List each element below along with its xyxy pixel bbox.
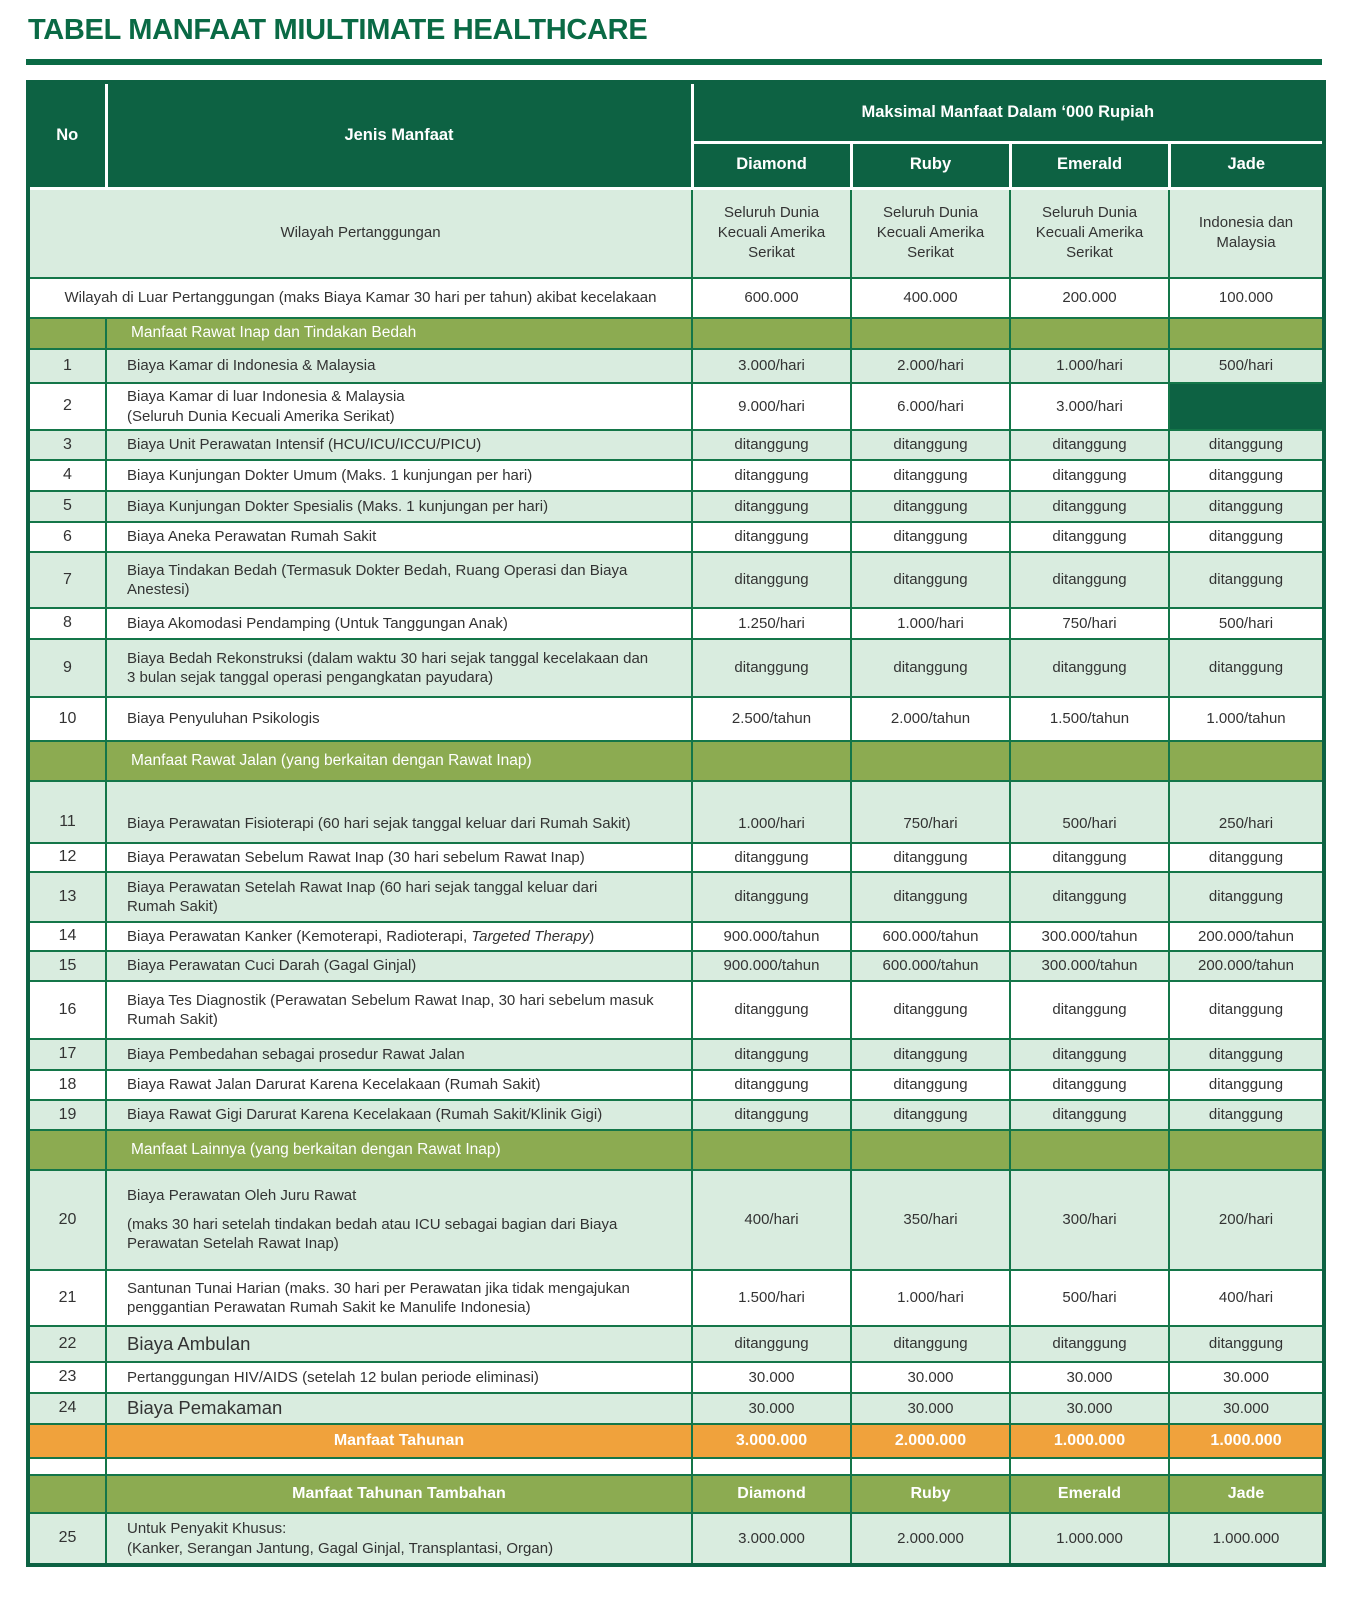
section-no-cell [28,1130,106,1170]
section-row [28,1130,1324,1170]
benefit-label-line: Santunan Tunai Harian (maks. 30 hari per Perawatan jika tidak mengajukan [127,1279,630,1297]
value-cell-ruby: ditanggung [851,1100,1010,1130]
benefit-label-cell [106,552,692,608]
data-row [28,349,1324,383]
spacer-cell-emerald [1010,1458,1169,1475]
benefit-label-cell: Biaya Rawat Jalan Darurat Karena Kecelakaan (Rumah Sakit) [106,1070,692,1100]
data-row [28,781,1324,843]
value-cell-jade: ditanggung [1169,639,1324,697]
value-cell-diamond: ditanggung [692,552,851,608]
section-blank-cell-jade [1169,318,1324,349]
section-blank-cell-emerald [1010,741,1169,781]
value-cell-ruby: ditanggung [851,552,1010,608]
value-cell-emerald: ditanggung [1010,981,1169,1039]
value-cell-diamond: ditanggung [692,491,851,522]
row-number-cell: 17 [28,1039,106,1070]
value-cell-jade: 200/hari [1169,1170,1324,1270]
value-cell-jade: ditanggung [1169,872,1324,922]
row-number-cell: 19 [28,1100,106,1130]
benefit-label-cell: Biaya Rawat Gigi Darurat Karena Kecelakaan (Rumah Sakit/Klinik Gigi) [106,1100,692,1130]
section-blank-cell-ruby [851,1130,1010,1170]
value-cell-ruby: 2.000/hari [851,349,1010,383]
annual-value-cell-emerald: 1.000.000 [1010,1424,1169,1458]
subheader-plan-diamond: Diamond [692,1475,851,1513]
value-cell-emerald: ditanggung [1010,1100,1169,1130]
value-cell-diamond: 1.250/hari [692,608,851,639]
value-cell-emerald: ditanggung [1010,460,1169,491]
annual-value-cell-ruby: 2.000.000 [851,1424,1010,1458]
value-cell-diamond: ditanggung [692,1039,851,1070]
value-cell-jade: ditanggung [1169,981,1324,1039]
value-cell-jade: 250/hari [1169,781,1324,843]
value-cell-diamond: 9.000/hari [692,383,851,430]
value-cell-diamond: ditanggung [692,872,851,922]
row-number-cell: 21 [28,1270,106,1326]
value-cell-diamond: 2.500/tahun [692,697,851,741]
row-number-cell: 24 [28,1393,106,1424]
section-row [28,741,1324,781]
value-cell-emerald: 300.000/tahun [1010,922,1169,951]
benefit-label-cell: Biaya Penyuluhan Psikologis [106,697,692,741]
value-cell-emerald: ditanggung [1010,522,1169,552]
value-cell-jade: ditanggung [1169,552,1324,608]
value-cell-jade: ditanggung [1169,1100,1324,1130]
value-cell-jade: ditanggung [1169,1326,1324,1362]
data-row [28,1070,1324,1100]
benefit-label-cell [106,1513,692,1565]
value-cell-jade: 1.000/tahun [1169,697,1324,741]
section-title-cell: Manfaat Rawat Jalan (yang berkaitan dengan Rawat Inap) [106,741,692,781]
header-plan-diamond: Diamond [692,142,851,188]
value-cell-diamond: 900.000/tahun [692,922,851,951]
value-cell-diamond: 30.000 [692,1362,851,1393]
value-cell-diamond: ditanggung [692,1100,851,1130]
value-cell-jade: ditanggung [1169,1039,1324,1070]
section-blank-cell-diamond [692,741,851,781]
benefit-label-line: 3 bulan sejak tanggal operasi pengangkatan payudara) [127,669,494,686]
row-number-cell: 23 [28,1362,106,1393]
benefit-label-line: Rumah Sakit) [127,1011,218,1028]
value-cell-emerald: ditanggung [1010,1326,1169,1362]
value-cell-jade: ditanggung [1169,460,1324,491]
value-cell-emerald: 30.000 [1010,1362,1169,1393]
spacer-cell-ruby [851,1458,1010,1475]
data-row [28,843,1324,872]
value-cell-jade: ditanggung [1169,491,1324,522]
benefit-label-cell [106,383,692,430]
data-row [28,383,1324,430]
benefit-label-line: Biaya Perawatan Oleh Juru Rawat [127,1187,357,1205]
section-blank-cell-jade [1169,741,1324,781]
benefit-label-text: Biaya Perawatan Kanker (Kemoterapi, Radioterapi, [127,927,472,945]
value-cell-jade-filled [1169,383,1324,430]
value-cell-diamond: 900.000/tahun [692,951,851,981]
value-cell-ruby: ditanggung [851,1326,1010,1362]
value-cell-ruby: 1.000/hari [851,1270,1010,1326]
annual-title-cell: Manfaat Tahunan [106,1424,692,1458]
value-cell-emerald: ditanggung [1010,1039,1169,1070]
benefit-label-line: (Kanker, Serangan Jantung, Gagal Ginjal, Transplantasi, Organ) [127,1539,554,1557]
value-cell-diamond: ditanggung [692,522,851,552]
section-blank-cell-emerald [1010,1130,1169,1170]
data-row [28,951,1324,981]
benefit-label-cell [106,639,692,697]
benefit-label-cell [106,981,692,1039]
row-number-cell: 15 [28,951,106,981]
value-cell-ruby: 6.000/hari [851,383,1010,430]
page-title: TABEL MANFAAT MIULTIMATE HEALTHCARE [28,14,648,46]
value-cell-diamond: ditanggung [692,981,851,1039]
data-row [28,1362,1324,1393]
value-cell-ruby: ditanggung [851,639,1010,697]
data-row [28,1393,1324,1424]
benefit-label-line: Rumah Sakit) [127,898,218,915]
value-cell-emerald: 300/hari [1010,1170,1169,1270]
benefit-label-cell: Biaya Aneka Perawatan Rumah Sakit [106,522,692,552]
value-cell-ruby: ditanggung [851,981,1010,1039]
value-cell-jade: 30.000 [1169,1362,1324,1393]
benefit-label-cell [106,872,692,922]
benefit-label-cell: Biaya Akomodasi Pendamping (Untuk Tanggungan Anak) [106,608,692,639]
value-cell-diamond: 1.500/hari [692,1270,851,1326]
value-cell-diamond: Seluruh Dunia Kecuali Amerika Serikat [692,188,851,278]
value-cell-ruby: 350/hari [851,1170,1010,1270]
subheader-plan-jade: Jade [1169,1475,1324,1513]
value-cell-jade: ditanggung [1169,1070,1324,1100]
value-cell-diamond: 400/hari [692,1170,851,1270]
section-blank-cell-emerald [1010,318,1169,349]
value-cell-jade: 200.000/tahun [1169,951,1324,981]
row-number-cell: 14 [28,922,106,951]
benefit-label-cell: Biaya Perawatan Sebelum Rawat Inap (30 hari sebelum Rawat Inap) [106,843,692,872]
value-cell-ruby: 2.000.000 [851,1513,1010,1565]
data-row [28,872,1324,922]
value-cell-ruby: ditanggung [851,522,1010,552]
data-row [28,552,1324,608]
value-cell-diamond: 600.000 [692,278,851,318]
data-row [28,697,1324,741]
value-cell-jade: 1.000.000 [1169,1513,1324,1565]
subheader-no-cell [28,1475,106,1513]
data-row [28,1100,1324,1130]
data-row [28,522,1324,552]
row-number-cell: 12 [28,843,106,872]
value-cell-jade: 500/hari [1169,349,1324,383]
data-row [28,460,1324,491]
value-cell-emerald: Seluruh Dunia Kecuali Amerika Serikat [1010,188,1169,278]
value-cell-jade: ditanggung [1169,843,1324,872]
value-cell-emerald: ditanggung [1010,552,1169,608]
value-cell-ruby: ditanggung [851,491,1010,522]
value-cell-emerald: ditanggung [1010,491,1169,522]
spacer-label-cell [106,1458,692,1475]
benefit-label-cell [106,1170,692,1270]
benefit-label-text: ) [589,927,595,945]
value-cell-jade: 30.000 [1169,1393,1324,1424]
header-max-benefit: Maksimal Manfaat Dalam ‘000 Rupiah [692,82,1324,142]
value-cell-diamond: 3.000/hari [692,349,851,383]
spacer-no-cell [28,1458,106,1475]
header-plan-emerald: Emerald [1010,142,1169,188]
header-plan-jade: Jade [1169,142,1324,188]
value-cell-ruby: 30.000 [851,1393,1010,1424]
value-cell-ruby: ditanggung [851,843,1010,872]
benefit-label-line: penggantian Perawatan Rumah Sakit ke Manulife Indonesia) [127,1299,531,1316]
spacer-cell-diamond [692,1458,851,1475]
spacer-row [28,1458,1324,1475]
row-number-cell: 22 [28,1326,106,1362]
benefit-label-cell: Biaya Kunjungan Dokter Spesialis (Maks. 1 kunjungan per hari) [106,491,692,522]
value-cell-emerald: ditanggung [1010,843,1169,872]
row-number-cell: 25 [28,1513,106,1565]
value-cell-ruby: 600.000/tahun [851,922,1010,951]
row-number-cell: 1 [28,349,106,383]
value-cell-diamond: 3.000.000 [692,1513,851,1565]
row-number-cell: 11 [28,781,106,843]
subheader-plan-ruby: Ruby [851,1475,1010,1513]
merged-row [28,278,1324,318]
benefit-label-cell: Biaya Pembedahan sebagai prosedur Rawat Jalan [106,1039,692,1070]
row-number-cell: 6 [28,522,106,552]
row-number-cell: 3 [28,430,106,460]
benefit-label-line: Biaya Bedah Rekonstruksi (dalam waktu 30 hari sejak tanggal kecelakaan dan [127,649,649,667]
value-cell-jade: 100.000 [1169,278,1324,318]
value-cell-emerald: 30.000 [1010,1393,1169,1424]
value-cell-emerald: 500/hari [1010,1270,1169,1326]
section-blank-cell-diamond [692,318,851,349]
benefit-label-line: Biaya Tindakan Bedah (Termasuk Dokter Bedah, Ruang Operasi dan Biaya [127,561,628,579]
header-benefit: Jenis Manfaat [106,82,692,188]
value-cell-emerald: ditanggung [1010,430,1169,460]
subheader-title-cell: Manfaat Tahunan Tambahan [106,1475,692,1513]
section-no-cell [28,318,106,349]
value-cell-ruby: 400.000 [851,278,1010,318]
benefit-label-line: Biaya Perawatan Setelah Rawat Inap (60 hari sejak tanggal keluar dari [127,878,598,896]
value-cell-emerald: ditanggung [1010,1070,1169,1100]
value-cell-diamond: 30.000 [692,1393,851,1424]
row-number-cell: 5 [28,491,106,522]
value-cell-ruby: 30.000 [851,1362,1010,1393]
value-cell-ruby: 600.000/tahun [851,951,1010,981]
value-cell-emerald: 1.500/tahun [1010,697,1169,741]
benefit-label-line: Untuk Penyakit Khusus: [127,1520,287,1537]
value-cell-diamond: ditanggung [692,1070,851,1100]
data-row [28,430,1324,460]
data-row [28,608,1324,639]
benefit-label-line: (Seluruh Dunia Kecuali Amerika Serikat) [127,407,395,425]
value-cell-emerald: 200.000 [1010,278,1169,318]
benefit-label-cell: Biaya Unit Perawatan Intensif (HCU/ICU/ICCU/PICU) [106,430,692,460]
value-cell-ruby: ditanggung [851,872,1010,922]
value-cell-emerald: 500/hari [1010,781,1169,843]
annual-row [28,1424,1324,1458]
row-number-cell: 13 [28,872,106,922]
benefit-label-line: Anestesi) [127,581,190,598]
data-row [28,1170,1324,1270]
benefit-label-cell [106,922,692,951]
section-blank-cell-jade [1169,1130,1324,1170]
value-cell-emerald: ditanggung [1010,639,1169,697]
row-number-cell: 4 [28,460,106,491]
benefit-label-cell: Biaya Kunjungan Dokter Umum (Maks. 1 kunjungan per hari) [106,460,692,491]
data-row [28,1513,1324,1565]
data-row [28,922,1324,951]
value-cell-diamond: ditanggung [692,430,851,460]
section-no-cell [28,741,106,781]
benefit-label-cell [106,1270,692,1326]
merged-row [28,188,1324,278]
data-row [28,639,1324,697]
benefit-label-line: Biaya Tes Diagnostik (Perawatan Sebelum Rawat Inap, 30 hari sebelum masuk [127,991,654,1009]
value-cell-ruby: ditanggung [851,430,1010,460]
data-row [28,491,1324,522]
value-cell-ruby: 1.000/hari [851,608,1010,639]
value-cell-jade: 500/hari [1169,608,1324,639]
section-blank-cell-diamond [692,1130,851,1170]
annual-value-cell-diamond: 3.000.000 [692,1424,851,1458]
benefits-rows [28,188,1324,1565]
section-row [28,318,1324,349]
value-cell-diamond: ditanggung [692,639,851,697]
section-title-cell: Manfaat Rawat Inap dan Tindakan Bedah [106,318,692,349]
title-divider [26,59,1322,65]
benefit-label-cell: Biaya Perawatan Cuci Darah (Gagal Ginjal) [106,951,692,981]
row-number-cell: 7 [28,552,106,608]
annual-value-cell-jade: 1.000.000 [1169,1424,1324,1458]
benefit-label-cell: Biaya Pemakaman [106,1393,692,1424]
data-row [28,981,1324,1039]
value-cell-ruby: ditanggung [851,1039,1010,1070]
section-title-cell: Manfaat Lainnya (yang berkaitan dengan Rawat Inap) [106,1130,692,1170]
row-number-cell: 20 [28,1170,106,1270]
value-cell-emerald: 3.000/hari [1010,383,1169,430]
benefits-table [26,80,1326,1567]
annual-no-cell [28,1424,106,1458]
row-number-cell: 8 [28,608,106,639]
row-number-cell: 18 [28,1070,106,1100]
value-cell-jade: ditanggung [1169,522,1324,552]
value-cell-ruby: ditanggung [851,460,1010,491]
value-cell-ruby: ditanggung [851,1070,1010,1100]
benefit-label-italic: Targeted Therapy [471,927,590,945]
value-cell-emerald: 1.000/hari [1010,349,1169,383]
section-blank-cell-ruby [851,741,1010,781]
data-row [28,1270,1324,1326]
sub_header-row [28,1475,1324,1513]
row-number-cell: 9 [28,639,106,697]
value-cell-diamond: ditanggung [692,460,851,491]
value-cell-jade: 400/hari [1169,1270,1324,1326]
value-cell-emerald: 300.000/tahun [1010,951,1169,981]
value-cell-emerald: 1.000.000 [1010,1513,1169,1565]
data-row [28,1326,1324,1362]
spacer-cell-jade [1169,1458,1324,1475]
benefit-label-cell: Biaya Perawatan Fisioterapi (60 hari sejak tanggal keluar dari Rumah Sakit) [106,781,692,843]
value-cell-ruby: Seluruh Dunia Kecuali Amerika Serikat [851,188,1010,278]
benefit-label-cell: Pertanggungan HIV/AIDS (setelah 12 bulan periode eliminasi) [106,1362,692,1393]
header-row-1 [28,82,1324,142]
benefit-label-cell: Biaya Kamar di Indonesia & Malaysia [106,349,692,383]
header-plan-ruby: Ruby [851,142,1010,188]
value-cell-diamond: ditanggung [692,1326,851,1362]
value-cell-emerald: 750/hari [1010,608,1169,639]
data-row [28,1039,1324,1070]
benefit-label-line: (maks 30 hari setelah tindakan bedah atau ICU sebagai bagian dari Biaya Perawatan Setelah Rawat Inap) [127,1215,618,1253]
value-cell-jade: ditanggung [1169,430,1324,460]
value-cell-diamond: 1.000/hari [692,781,851,843]
section-blank-cell-ruby [851,318,1010,349]
value-cell-diamond: ditanggung [692,843,851,872]
region-label-cell: Wilayah Pertanggungan [28,188,692,278]
region-label-cell: Wilayah di Luar Pertanggungan (maks Biaya Kamar 30 hari per tahun) akibat kecelakaan [28,278,692,318]
table-header [28,82,1324,188]
row-number-cell: 16 [28,981,106,1039]
subheader-plan-emerald: Emerald [1010,1475,1169,1513]
benefit-label-line: Biaya Kamar di luar Indonesia & Malaysia [127,388,405,405]
row-number-cell: 10 [28,697,106,741]
value-cell-ruby: 750/hari [851,781,1010,843]
row-number-cell: 2 [28,383,106,430]
header-no: No [28,82,106,188]
value-cell-jade: Indonesia dan Malaysia [1169,188,1324,278]
benefit-label-cell: Biaya Ambulan [106,1326,692,1362]
value-cell-jade: 200.000/tahun [1169,922,1324,951]
value-cell-ruby: 2.000/tahun [851,697,1010,741]
value-cell-emerald: ditanggung [1010,872,1169,922]
